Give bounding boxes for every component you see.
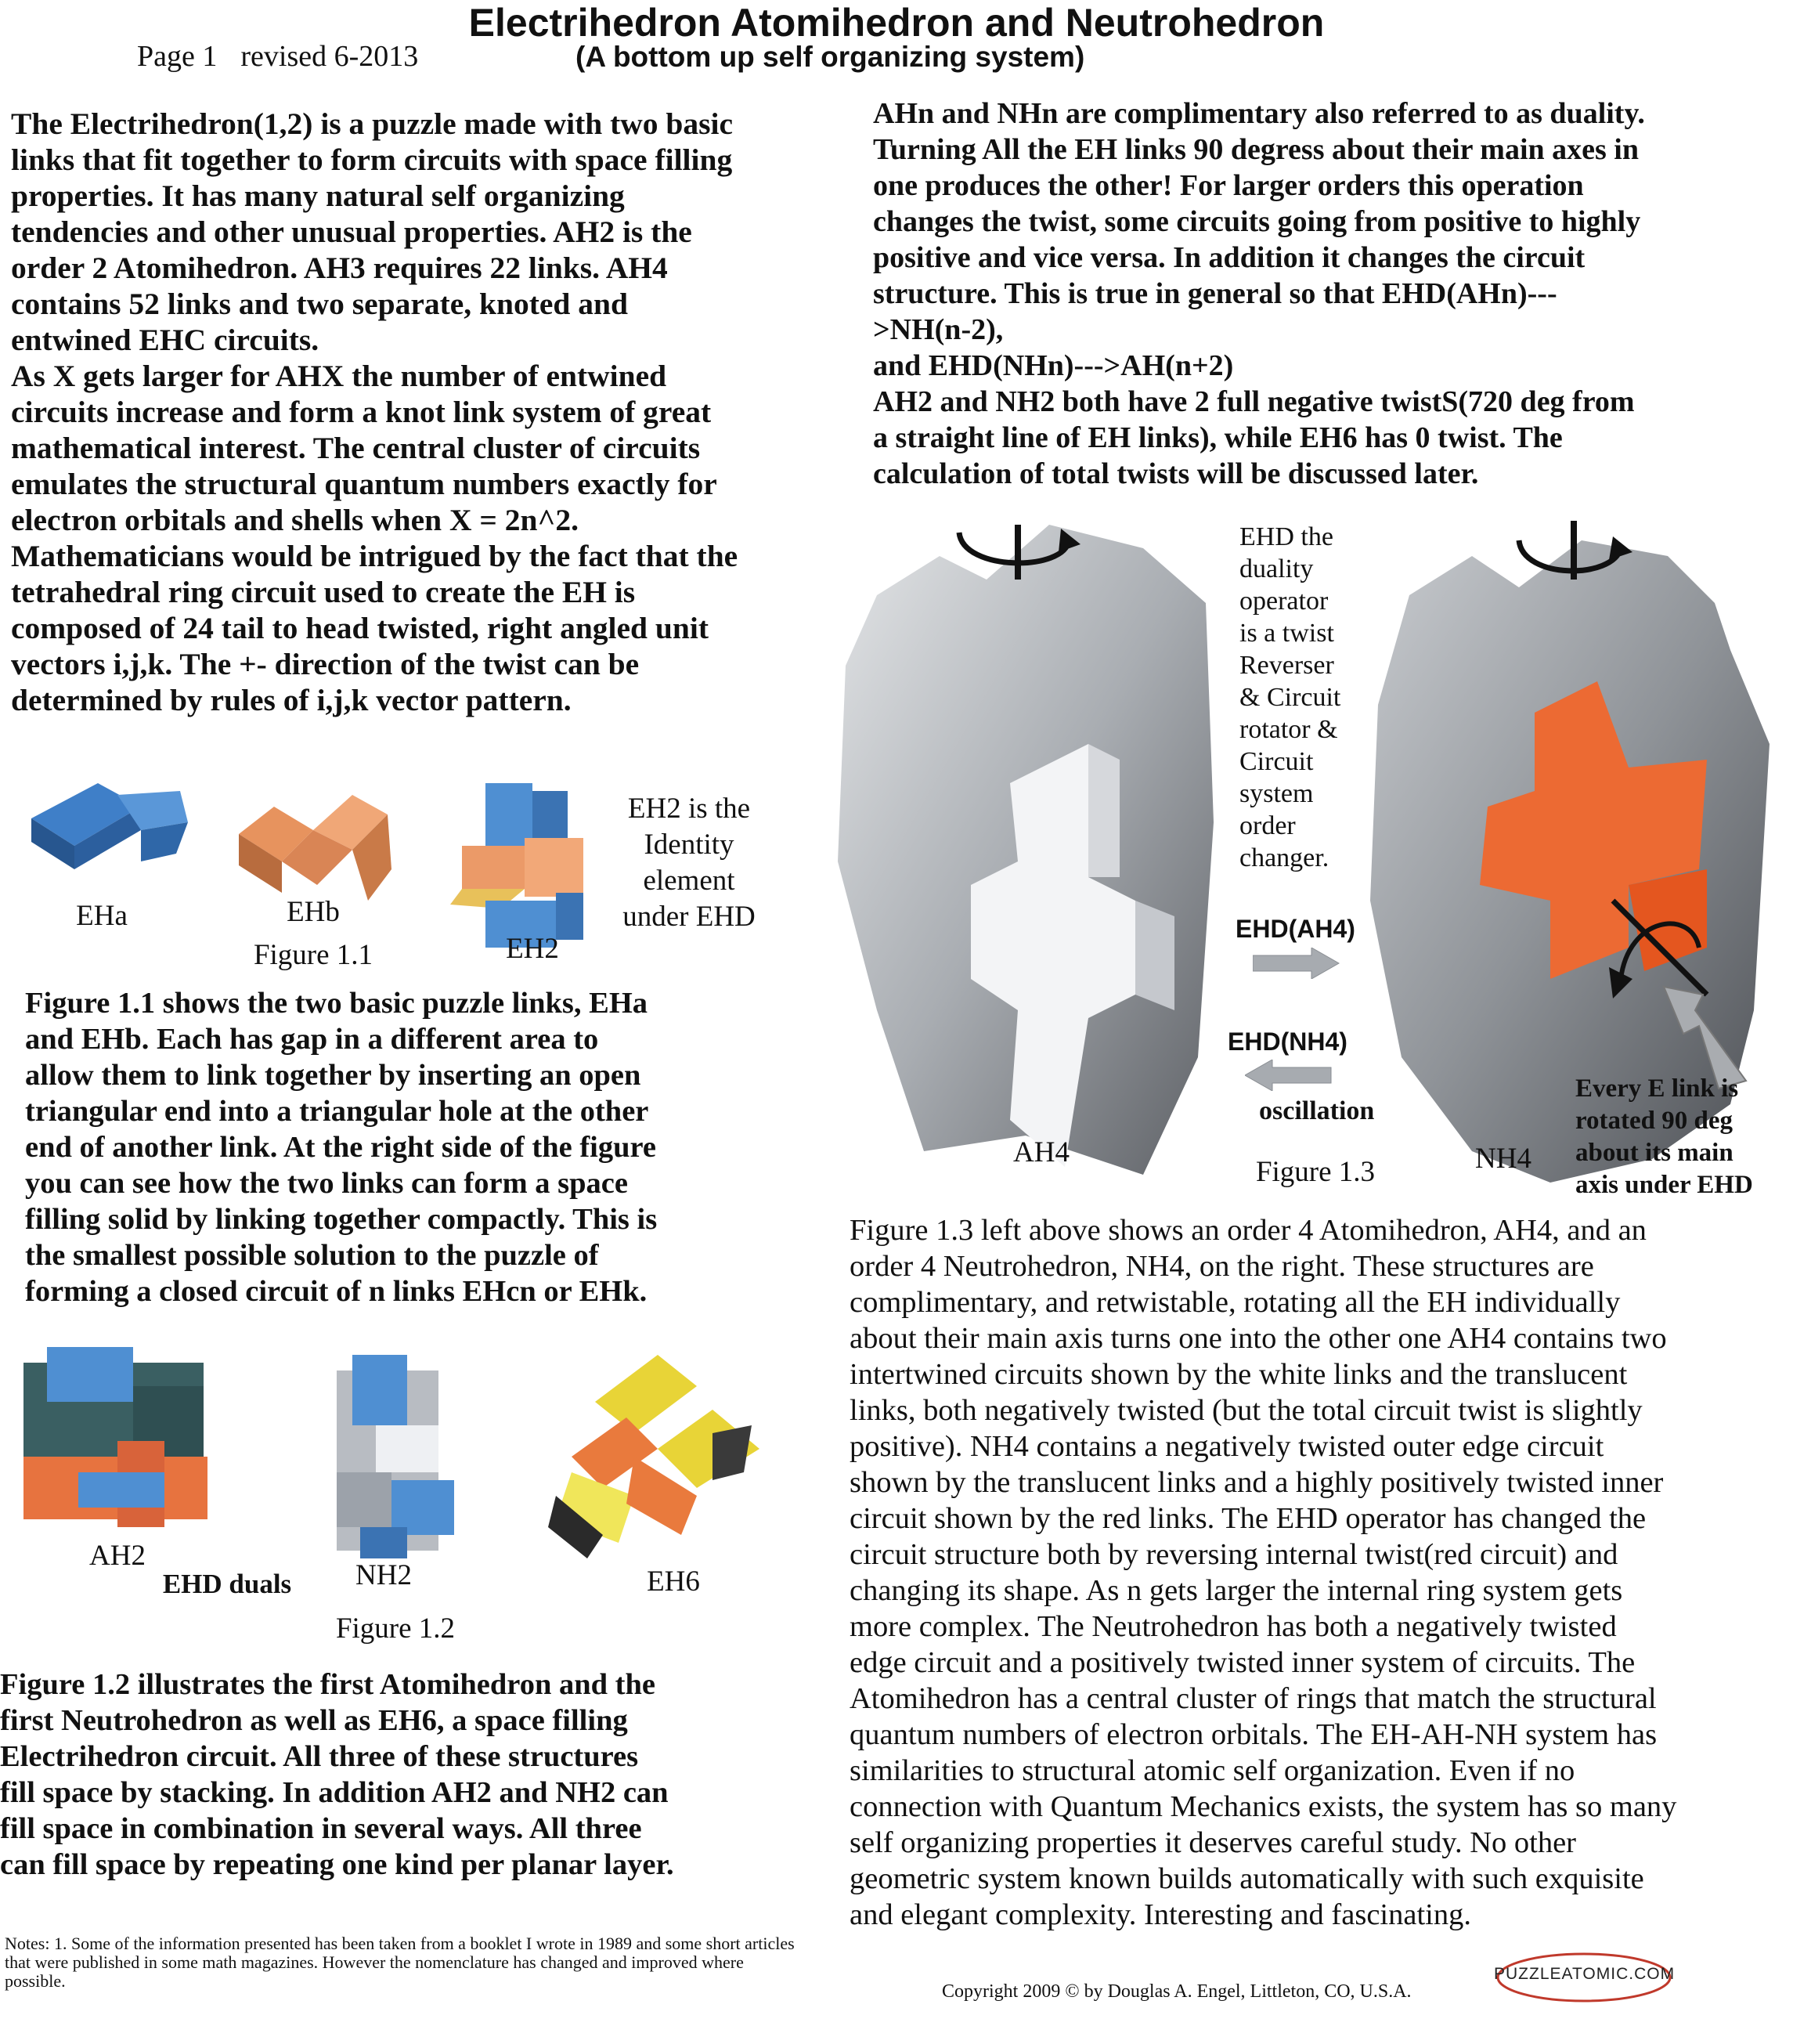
forward-arrow-icon: [1253, 948, 1343, 979]
label-eh2: EH2: [506, 933, 559, 965]
label-eh6: EH6: [647, 1566, 700, 1598]
figure-1-1-caption: Figure 1.1: [253, 939, 373, 971]
eh2-link-image: [450, 783, 583, 948]
label-nh2: NH2: [355, 1559, 412, 1591]
page-info: [137, 39, 418, 74]
ah2-puzzle-image: [23, 1347, 207, 1527]
ehd-nh4-label: EHD(NH4): [1228, 1027, 1347, 1056]
label-eha: EHa: [76, 900, 128, 932]
eha-link-image: [31, 783, 188, 869]
nh2-puzzle-image: [337, 1355, 454, 1558]
oscillation-label: oscillation: [1259, 1096, 1375, 1125]
page-title: Electrihedron Atomihedron and Neutrohedron: [468, 1, 1325, 45]
page-subtitle: (A bottom up self organizing system): [575, 41, 1085, 73]
duality-paragraph: AHn and NHn are complimentary also referred to as duality. Turning All the EH links 90 degress about their main axes in one produces the other! For larger orders this operation changes the twist, some circuits going from positive to highly positive and vice versa. In addition it changes the circuit structure. This is true in general so that EHD(AHn)--- >NH(n-2), and EHD(NHn)--->AH(n+2) AH2 and NH2 both have 2 full negative twistS(720 deg from a straight line of EH links), while EH6 has 0 twist. The calculation of total twists will be discussed later.: [873, 97, 1645, 490]
figure-1-3-caption: Figure 1.3: [1255, 1156, 1376, 1188]
back-arrow-icon: [1245, 1060, 1335, 1091]
ah4-photo: [838, 525, 1214, 1175]
figure-1-1-description: Figure 1.1 shows the two basic puzzle links, EHa and EHb. Each has gap in a different area to allow them to link together by inserting an open triangular end into a triangular hole at the other end of another link. At the right side of the figure you can see how the two links can form a space filling solid by linking together compactly. This is the smallest possible solution to the puzzle of forming a closed circuit of n links EHcn or EHk.: [25, 987, 658, 1308]
ehd-operator-note: EHD the duality operator is a twist Reverser & Circuit rotator & Circuit system order changer.: [1239, 522, 1341, 872]
label-ah2: AH2: [89, 1540, 146, 1572]
figure-1-2-caption: Figure 1.2: [335, 1612, 456, 1645]
puzzleatomic-logo[interactable]: [1494, 1950, 1674, 2005]
ehd-ah4-label: EHD(AH4): [1236, 915, 1355, 943]
ehd-duals-label: EHD duals: [162, 1569, 292, 1599]
identity-note: EH2 is the Identity element under EHD: [622, 793, 756, 933]
logo-text: PUZZLEATOMIC.COM: [1494, 1965, 1676, 1983]
page-number: Page 1: [137, 40, 218, 73]
eh6-puzzle-image: [548, 1355, 759, 1558]
label-ehb: EHb: [287, 896, 340, 928]
rotation-note: Every E link is rotated 90 deg about its main axis under EHD: [1575, 1074, 1753, 1199]
footer-notes: Notes: 1. Some of the information presented has been taken from a booklet I wrote in 1989 and some short articles that were published in some math magazines. However the nomenclature has changed and improved where possible.: [5, 1934, 795, 1991]
figure-1-2-description: Figure 1.2 illustrates the first Atomihedron and the first Neutrohedron as well as EH6, a space filling Electrihedron circuit. All three of these structures fill space by stacking. In addition AH2 and NH2 can fill space in combination in several ways. All three can fill space by repeating one kind per planar layer.: [0, 1668, 674, 1881]
revision-date: revised 6-2013: [240, 40, 419, 73]
figure-1-3-description: Figure 1.3 left above shows an order 4 Atomihedron, AH4, and an order 4 Neutrohedron, NH4, on the right. These structures are complimentary, and retwistable, rotating all the EH individually about their main axis turns one into the other one AH4 contains two intertwined circuits shown by the white links and the translucent links, both negatively twisted (but the total circuit twist is slightly positive). NH4 contains a negatively twisted outer edge circuit shown by the translucent links and a highly positively twisted inner circuit shown by the red links. The EHD operator has changed the circuit structure both by reversing internal twist(red circuit) and changing its shape. As n gets larger the internal ring system gets more complex. The Neutrohedron has both a negatively twisted edge circuit and a positively twisted inner system of circuits. The Atomihedron has a central cluster of rings that match the structural quantum numbers of electron orbitals. The EH-AH-NH system has similarities to structural atomic self organization. Even if no connection with Quantum Mechanics exists, the system has so many self organizing properties it deserves careful study. No other geometric system known builds automatically with such exquisite and elegant complexity. Interesting and fascinating.: [850, 1214, 1677, 1931]
ehb-link-image: [239, 795, 391, 901]
intro-paragraph: The Electrihedron(1,2) is a puzzle made with two basic links that fit together to form circuits with space filling properties. It has many natural self organizing tendencies and other unusual properties. AH2 is the order 2 Atomihedron. AH3 requires 22 links. AH4 contains 52 links and two separate, knoted and entwined EHC circuits. As X gets larger for AHX the number of entwined circuits increase and form a knot link system of great mathematical interest. The central cluster of circuits emulates the structural quantum numbers exactly for electron orbitals and shells when X = 2n^2. Mathematicians would be intrigued by the fact that the tetrahedral ring circuit used to create the EH is composed of 24 tail to head twisted, right angled unit vectors i,j,k. The +- direction of the twist can be determined by rules of i,j,k vector pattern.: [11, 107, 738, 717]
copyright-line: Copyright 2009 © by Douglas A. Engel, Littleton, CO, U.S.A.: [942, 1981, 1412, 2002]
label-nh4: NH4: [1475, 1143, 1531, 1175]
label-ah4: AH4: [1013, 1136, 1070, 1168]
figure-1-2-illustration: [8, 1339, 791, 1566]
